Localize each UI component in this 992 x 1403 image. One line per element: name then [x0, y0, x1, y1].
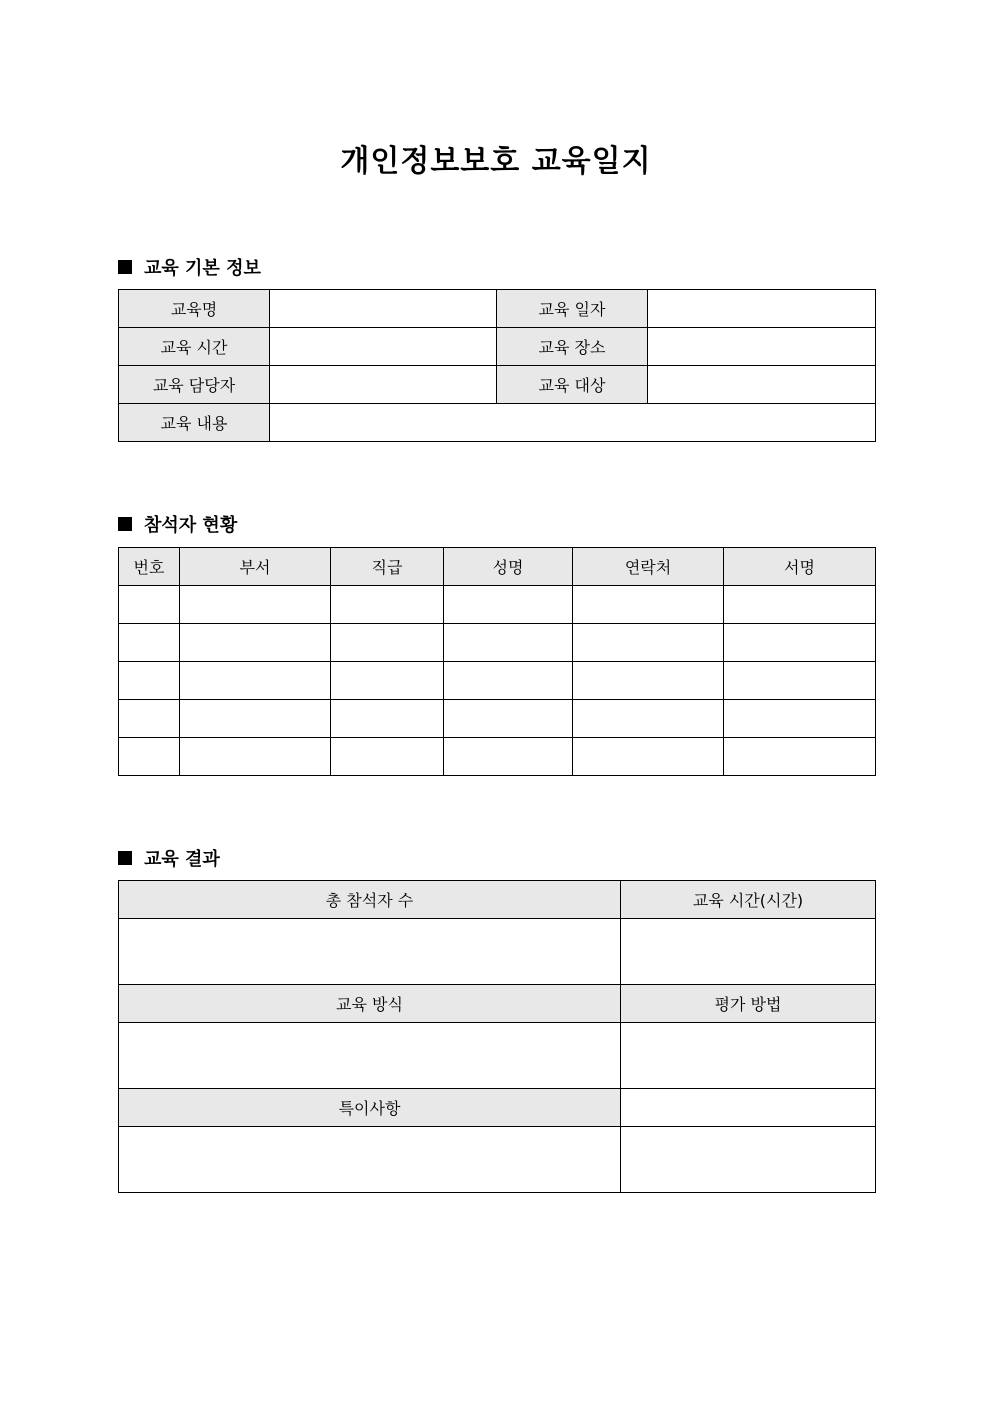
education-date-field[interactable] — [648, 290, 876, 328]
education-content-field[interactable] — [270, 404, 876, 442]
education-method-label: 교육 방식 — [119, 985, 621, 1023]
cell-contact[interactable] — [573, 586, 724, 624]
cell-signature[interactable] — [724, 738, 876, 776]
column-header-contact: 연락처 — [573, 548, 724, 586]
column-header-department: 부서 — [180, 548, 331, 586]
education-manager-field[interactable] — [270, 366, 497, 404]
attendees-table — [118, 547, 876, 776]
section-heading-attendees-label: 참석자 현황 — [144, 515, 238, 536]
remarks-label: 특이사항 — [119, 1089, 621, 1127]
section-heading-basic — [118, 254, 261, 280]
education-manager-label: 교육 담당자 — [119, 366, 270, 404]
table-row — [119, 919, 876, 985]
education-time-field[interactable] — [270, 328, 497, 366]
cell-number[interactable] — [119, 586, 180, 624]
table-row — [119, 624, 876, 662]
table-row — [119, 662, 876, 700]
cell-rank[interactable] — [331, 624, 444, 662]
column-header-name: 성명 — [444, 548, 573, 586]
table-row — [119, 1089, 876, 1127]
education-name-label: 교육명 — [119, 290, 270, 328]
cell-rank[interactable] — [331, 662, 444, 700]
cell-signature[interactable] — [724, 662, 876, 700]
education-date-label: 교육 일자 — [497, 290, 648, 328]
evaluation-method-label: 평가 방법 — [621, 985, 876, 1023]
square-bullet-icon — [118, 260, 132, 274]
table-header-row — [119, 548, 876, 586]
cell-contact[interactable] — [573, 738, 724, 776]
table-row — [119, 586, 876, 624]
section-heading-attendees — [118, 511, 237, 537]
cell-rank[interactable] — [331, 700, 444, 738]
table-row — [119, 985, 876, 1023]
education-hours-field[interactable] — [621, 919, 876, 985]
cell-signature[interactable] — [724, 586, 876, 624]
column-header-number: 번호 — [119, 548, 180, 586]
cell-department[interactable] — [180, 586, 331, 624]
section-heading-basic-label: 교육 기본 정보 — [144, 258, 261, 279]
square-bullet-icon — [118, 851, 132, 865]
cell-name[interactable] — [444, 738, 573, 776]
section-heading-results-label: 교육 결과 — [144, 849, 220, 870]
table-row — [119, 1023, 876, 1089]
cell-name[interactable] — [444, 662, 573, 700]
table-row — [119, 366, 876, 404]
cell-number[interactable] — [119, 738, 180, 776]
table-row — [119, 738, 876, 776]
cell-signature[interactable] — [724, 624, 876, 662]
section-heading-results — [118, 845, 220, 871]
cell-department[interactable] — [180, 738, 331, 776]
education-method-field[interactable] — [119, 1023, 621, 1089]
cell-contact[interactable] — [573, 624, 724, 662]
cell-signature[interactable] — [724, 700, 876, 738]
results-table — [118, 880, 876, 1193]
cell-department[interactable] — [180, 700, 331, 738]
column-header-signature: 서명 — [724, 548, 876, 586]
cell-department[interactable] — [180, 624, 331, 662]
cell-name[interactable] — [444, 586, 573, 624]
education-target-field[interactable] — [648, 366, 876, 404]
table-row — [119, 404, 876, 442]
square-bullet-icon — [118, 517, 132, 531]
basic-info-table — [118, 289, 876, 442]
education-name-field[interactable] — [270, 290, 497, 328]
education-time-label: 교육 시간 — [119, 328, 270, 366]
total-attendees-label: 총 참석자 수 — [119, 881, 621, 919]
evaluation-method-field[interactable] — [621, 1023, 876, 1089]
remarks-field[interactable] — [119, 1127, 621, 1193]
cell-name[interactable] — [444, 700, 573, 738]
cell-contact[interactable] — [573, 662, 724, 700]
table-row — [119, 328, 876, 366]
cell-number[interactable] — [119, 700, 180, 738]
education-place-field[interactable] — [648, 328, 876, 366]
remarks-side-field[interactable] — [621, 1127, 876, 1193]
table-row — [119, 1127, 876, 1193]
education-target-label: 교육 대상 — [497, 366, 648, 404]
cell-rank[interactable] — [331, 738, 444, 776]
total-attendees-field[interactable] — [119, 919, 621, 985]
cell-number[interactable] — [119, 624, 180, 662]
education-hours-label: 교육 시간(시간) — [621, 881, 876, 919]
education-place-label: 교육 장소 — [497, 328, 648, 366]
table-row — [119, 700, 876, 738]
cell-department[interactable] — [180, 662, 331, 700]
cell-number[interactable] — [119, 662, 180, 700]
column-header-rank: 직급 — [331, 548, 444, 586]
page-title: 개인정보보호 교육일지 — [340, 144, 652, 179]
table-row — [119, 290, 876, 328]
cell-name[interactable] — [444, 624, 573, 662]
education-content-label: 교육 내용 — [119, 404, 270, 442]
table-row — [119, 881, 876, 919]
remarks-side-header — [621, 1089, 876, 1127]
cell-rank[interactable] — [331, 586, 444, 624]
cell-contact[interactable] — [573, 700, 724, 738]
